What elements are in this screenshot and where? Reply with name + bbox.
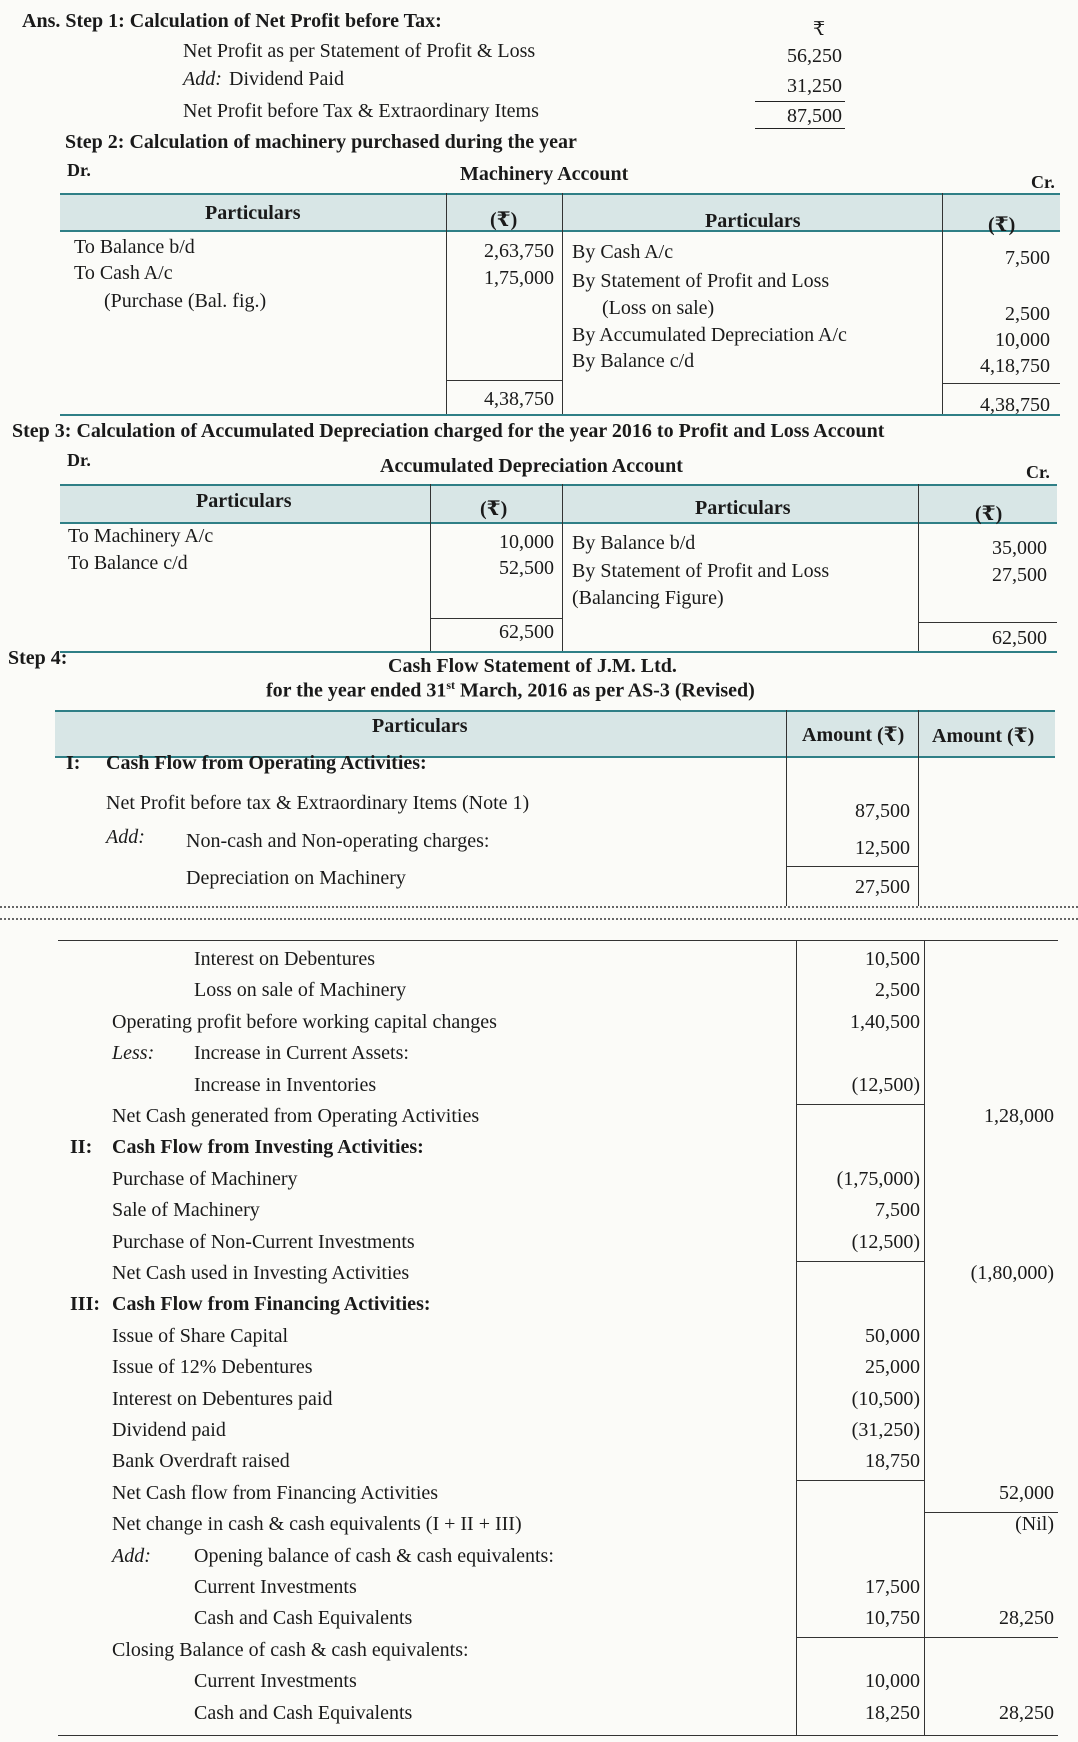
page-break-separator: [0, 906, 1078, 908]
ledger-amount: 10,000: [499, 531, 554, 553]
statement-row-label: Issue of 12% Debentures: [112, 1356, 313, 1378]
ledger-entry: To Balance b/d: [74, 236, 195, 258]
rule: [58, 1735, 1058, 1736]
ledger-entry: (Purchase (Bal. fig.): [104, 290, 267, 312]
step3-title: Step 3: Calculation of Accumulated Depreciation charged for the year 2016 to Profit and Loss Account: [12, 420, 885, 442]
statement-amount: (10,500): [851, 1388, 920, 1410]
ledger-entry: By Balance b/d: [572, 532, 696, 554]
ledger-amount: 27,500: [992, 564, 1047, 586]
account-title: Accumulated Depreciation Account: [380, 455, 683, 477]
statement-row-label: Increase in Current Assets:: [194, 1042, 409, 1064]
step1-row-label: Net Profit as per Statement of Profit & Loss: [183, 40, 536, 62]
dr-label: Dr.: [67, 160, 91, 180]
statement-amount: (1,75,000): [836, 1168, 920, 1190]
statement-amount: 87,500: [855, 800, 910, 822]
step1-row-value: 87,500: [787, 105, 842, 127]
header-particulars: Particulars: [705, 210, 801, 232]
rule: [55, 710, 1055, 712]
header-particulars: Particulars: [372, 715, 468, 737]
section-title: Cash Flow from Operating Activities:: [106, 752, 427, 774]
statement-row-label: Net Cash used in Investing Activities: [112, 1262, 410, 1284]
statement-amount: 28,250: [999, 1702, 1054, 1724]
ledger-amount: 10,000: [995, 329, 1050, 351]
section-numeral: III:: [70, 1293, 101, 1315]
ledger-total: 62,500: [992, 627, 1047, 649]
statement-amount: (31,250): [851, 1419, 920, 1441]
ledger-entry: By Cash A/c: [572, 241, 674, 263]
underline: [755, 128, 845, 129]
statement-row-label: Cash and Cash Equivalents: [194, 1702, 413, 1724]
table-header-bg: [55, 712, 1055, 756]
rupee-symbol: ₹: [813, 19, 826, 40]
statement-row-label: Cash Flow from Financing Activities:: [112, 1293, 431, 1315]
rule: [430, 618, 562, 619]
statement-amount: 7,500: [875, 1199, 920, 1221]
row-prefix: Less:: [112, 1042, 155, 1064]
header-amount: (₹): [480, 498, 508, 520]
step1-add-prefix: Add:: [183, 68, 222, 90]
step1-row-value: 56,250: [787, 45, 842, 67]
statement-row-label: Purchase of Non-Current Investments: [112, 1231, 415, 1253]
col-divider: [918, 484, 919, 652]
statement-row-label: Sale of Machinery: [112, 1199, 260, 1221]
statement-amount: 18,750: [865, 1450, 920, 1472]
statement-row-label: Closing Balance of cash & cash equivalents:: [112, 1639, 469, 1661]
col-divider: [786, 710, 787, 906]
statement-row-label: Opening balance of cash & cash equivalents:: [194, 1545, 554, 1567]
ledger-entry: (Loss on sale): [602, 297, 715, 319]
ledger-amount: 1,75,000: [484, 267, 554, 289]
statement-row-label: Net Profit before tax & Extraordinary Items (Note 1): [106, 792, 530, 814]
step4-label: Step 4:: [8, 647, 68, 669]
statement-row-label: Interest on Debentures: [194, 948, 376, 970]
ledger-entry: By Balance c/d: [572, 350, 695, 372]
ledger-total: 62,500: [499, 621, 554, 643]
statement-amount: 28,250: [999, 1607, 1054, 1629]
statement-row-label: Purchase of Machinery: [112, 1168, 298, 1190]
step2-title: Step 2: Calculation of machinery purchased during the year: [65, 131, 577, 153]
col-divider: [796, 940, 797, 1735]
statement-amount: 10,000: [865, 1670, 920, 1692]
underline: [924, 1637, 1058, 1638]
rule: [942, 383, 1060, 384]
account-title: Machinery Account: [460, 163, 629, 185]
step1-row-value: 31,250: [787, 75, 842, 97]
statement-amount: 17,500: [865, 1576, 920, 1598]
ledger-amount: 2,63,750: [484, 240, 554, 262]
ledger-amount: 4,18,750: [980, 355, 1050, 377]
ledger-entry: To Balance c/d: [68, 552, 188, 574]
statement-amount: 50,000: [865, 1325, 920, 1347]
cr-label: Cr.: [1031, 172, 1055, 192]
statement-row-label: Interest on Debentures paid: [112, 1388, 333, 1410]
statement-row-label: Current Investments: [194, 1670, 357, 1692]
statement-row-label: Net Cash generated from Operating Activities: [112, 1105, 480, 1127]
statement-row-label: Loss on sale of Machinery: [194, 979, 407, 1001]
statement-amount: 52,000: [999, 1482, 1054, 1504]
ledger-entry: By Accumulated Depreciation A/c: [572, 324, 847, 346]
rule: [58, 940, 1058, 941]
header-amount: (₹): [988, 214, 1016, 236]
statement-amount: 10,500: [865, 948, 920, 970]
ledger-amount: 52,500: [499, 557, 554, 579]
statement-amount: 10,750: [865, 1607, 920, 1629]
cfs-subtitle: for the year ended 31st March, 2016 as per AS-3 (Revised): [266, 678, 755, 702]
col-divider: [562, 193, 563, 415]
statement-amount: (12,500): [851, 1074, 920, 1096]
statement-amount: 1,28,000: [984, 1105, 1054, 1127]
header-amount: Amount (₹): [802, 724, 905, 746]
underline: [796, 1104, 924, 1105]
ledger-entry: By Statement of Profit and Loss: [572, 560, 830, 582]
statement-amount: 2,500: [875, 979, 920, 1001]
col-divider: [924, 940, 925, 1735]
ledger-entry: To Cash A/c: [74, 262, 173, 284]
col-divider: [942, 193, 943, 415]
ledger-total: 4,38,750: [484, 388, 554, 410]
rule: [60, 484, 1057, 486]
rule: [60, 193, 1060, 195]
statement-amount: 25,000: [865, 1356, 920, 1378]
underline: [796, 1637, 924, 1638]
statement-amount: 18,250: [865, 1702, 920, 1724]
col-divider: [918, 710, 919, 906]
statement-row-label: Net change in cash & cash equivalents (I + II + III): [112, 1513, 522, 1535]
row-prefix: Add:: [112, 1545, 151, 1567]
section-numeral: I:: [66, 752, 81, 774]
cfs-title: Cash Flow Statement of J.M. Ltd.: [388, 655, 677, 677]
statement-row-label: Bank Overdraft raised: [112, 1450, 290, 1472]
statement-amount: 1,40,500: [850, 1011, 920, 1033]
ledger-amount: 35,000: [992, 537, 1047, 559]
header-amount: Amount (₹): [932, 725, 1035, 747]
ledger-entry: By Statement of Profit and Loss: [572, 270, 830, 292]
header-amount: (₹): [490, 209, 518, 231]
dr-label: Dr.: [67, 450, 91, 470]
statement-amount: (Nil): [1015, 1513, 1054, 1535]
step1-row-label: Net Profit before Tax & Extraordinary Items: [183, 100, 539, 122]
section-numeral: II:: [70, 1136, 93, 1158]
statement-amount: (12,500): [851, 1231, 920, 1253]
ledger-amount: 2,500: [1005, 303, 1050, 325]
rule: [786, 866, 918, 867]
statement-row-label: Issue of Share Capital: [112, 1325, 289, 1347]
cr-label: Cr.: [1026, 462, 1050, 482]
col-divider: [430, 484, 431, 652]
statement-row-label: Increase in Inventories: [194, 1074, 377, 1096]
rule: [446, 380, 562, 381]
statement-amount: (1,80,000): [970, 1262, 1054, 1284]
statement-amount: 12,500: [855, 837, 910, 859]
header-amount: (₹): [975, 503, 1003, 525]
ledger-entry: To Machinery A/c: [68, 525, 214, 547]
statement-row-label: Net Cash flow from Financing Activities: [112, 1482, 439, 1504]
add-prefix: Add:: [106, 826, 145, 848]
header-particulars: Particulars: [695, 497, 791, 519]
statement-row-label: Depreciation on Machinery: [186, 867, 406, 889]
statement-amount: 27,500: [855, 876, 910, 898]
header-particulars: Particulars: [205, 202, 301, 224]
underline: [796, 1480, 924, 1481]
statement-row-label: Non-cash and Non-operating charges:: [186, 830, 490, 852]
ledger-entry: (Balancing Figure): [572, 587, 724, 609]
statement-row-label: Operating profit before working capital changes: [112, 1011, 497, 1033]
underline: [755, 101, 845, 102]
header-particulars: Particulars: [196, 490, 292, 512]
statement-row-label: Current Investments: [194, 1576, 357, 1598]
rule: [60, 651, 1057, 653]
statement-row-label: Dividend paid: [112, 1419, 226, 1441]
statement-row-label: Cash and Cash Equivalents: [194, 1607, 413, 1629]
ledger-amount: 7,500: [1005, 247, 1050, 269]
rule: [60, 230, 1060, 232]
step1-row-label: Dividend Paid: [229, 68, 344, 90]
rule: [60, 522, 1057, 524]
rule: [60, 414, 1060, 416]
statement-row-label: Cash Flow from Investing Activities:: [112, 1136, 424, 1158]
step1-title: Ans. Step 1: Calculation of Net Profit before Tax:: [22, 10, 442, 32]
ledger-total: 4,38,750: [980, 394, 1050, 416]
col-divider: [446, 193, 447, 415]
underline: [796, 1261, 924, 1262]
col-divider: [562, 484, 563, 652]
rule: [918, 622, 1057, 623]
page-break-separator: [0, 918, 1078, 920]
